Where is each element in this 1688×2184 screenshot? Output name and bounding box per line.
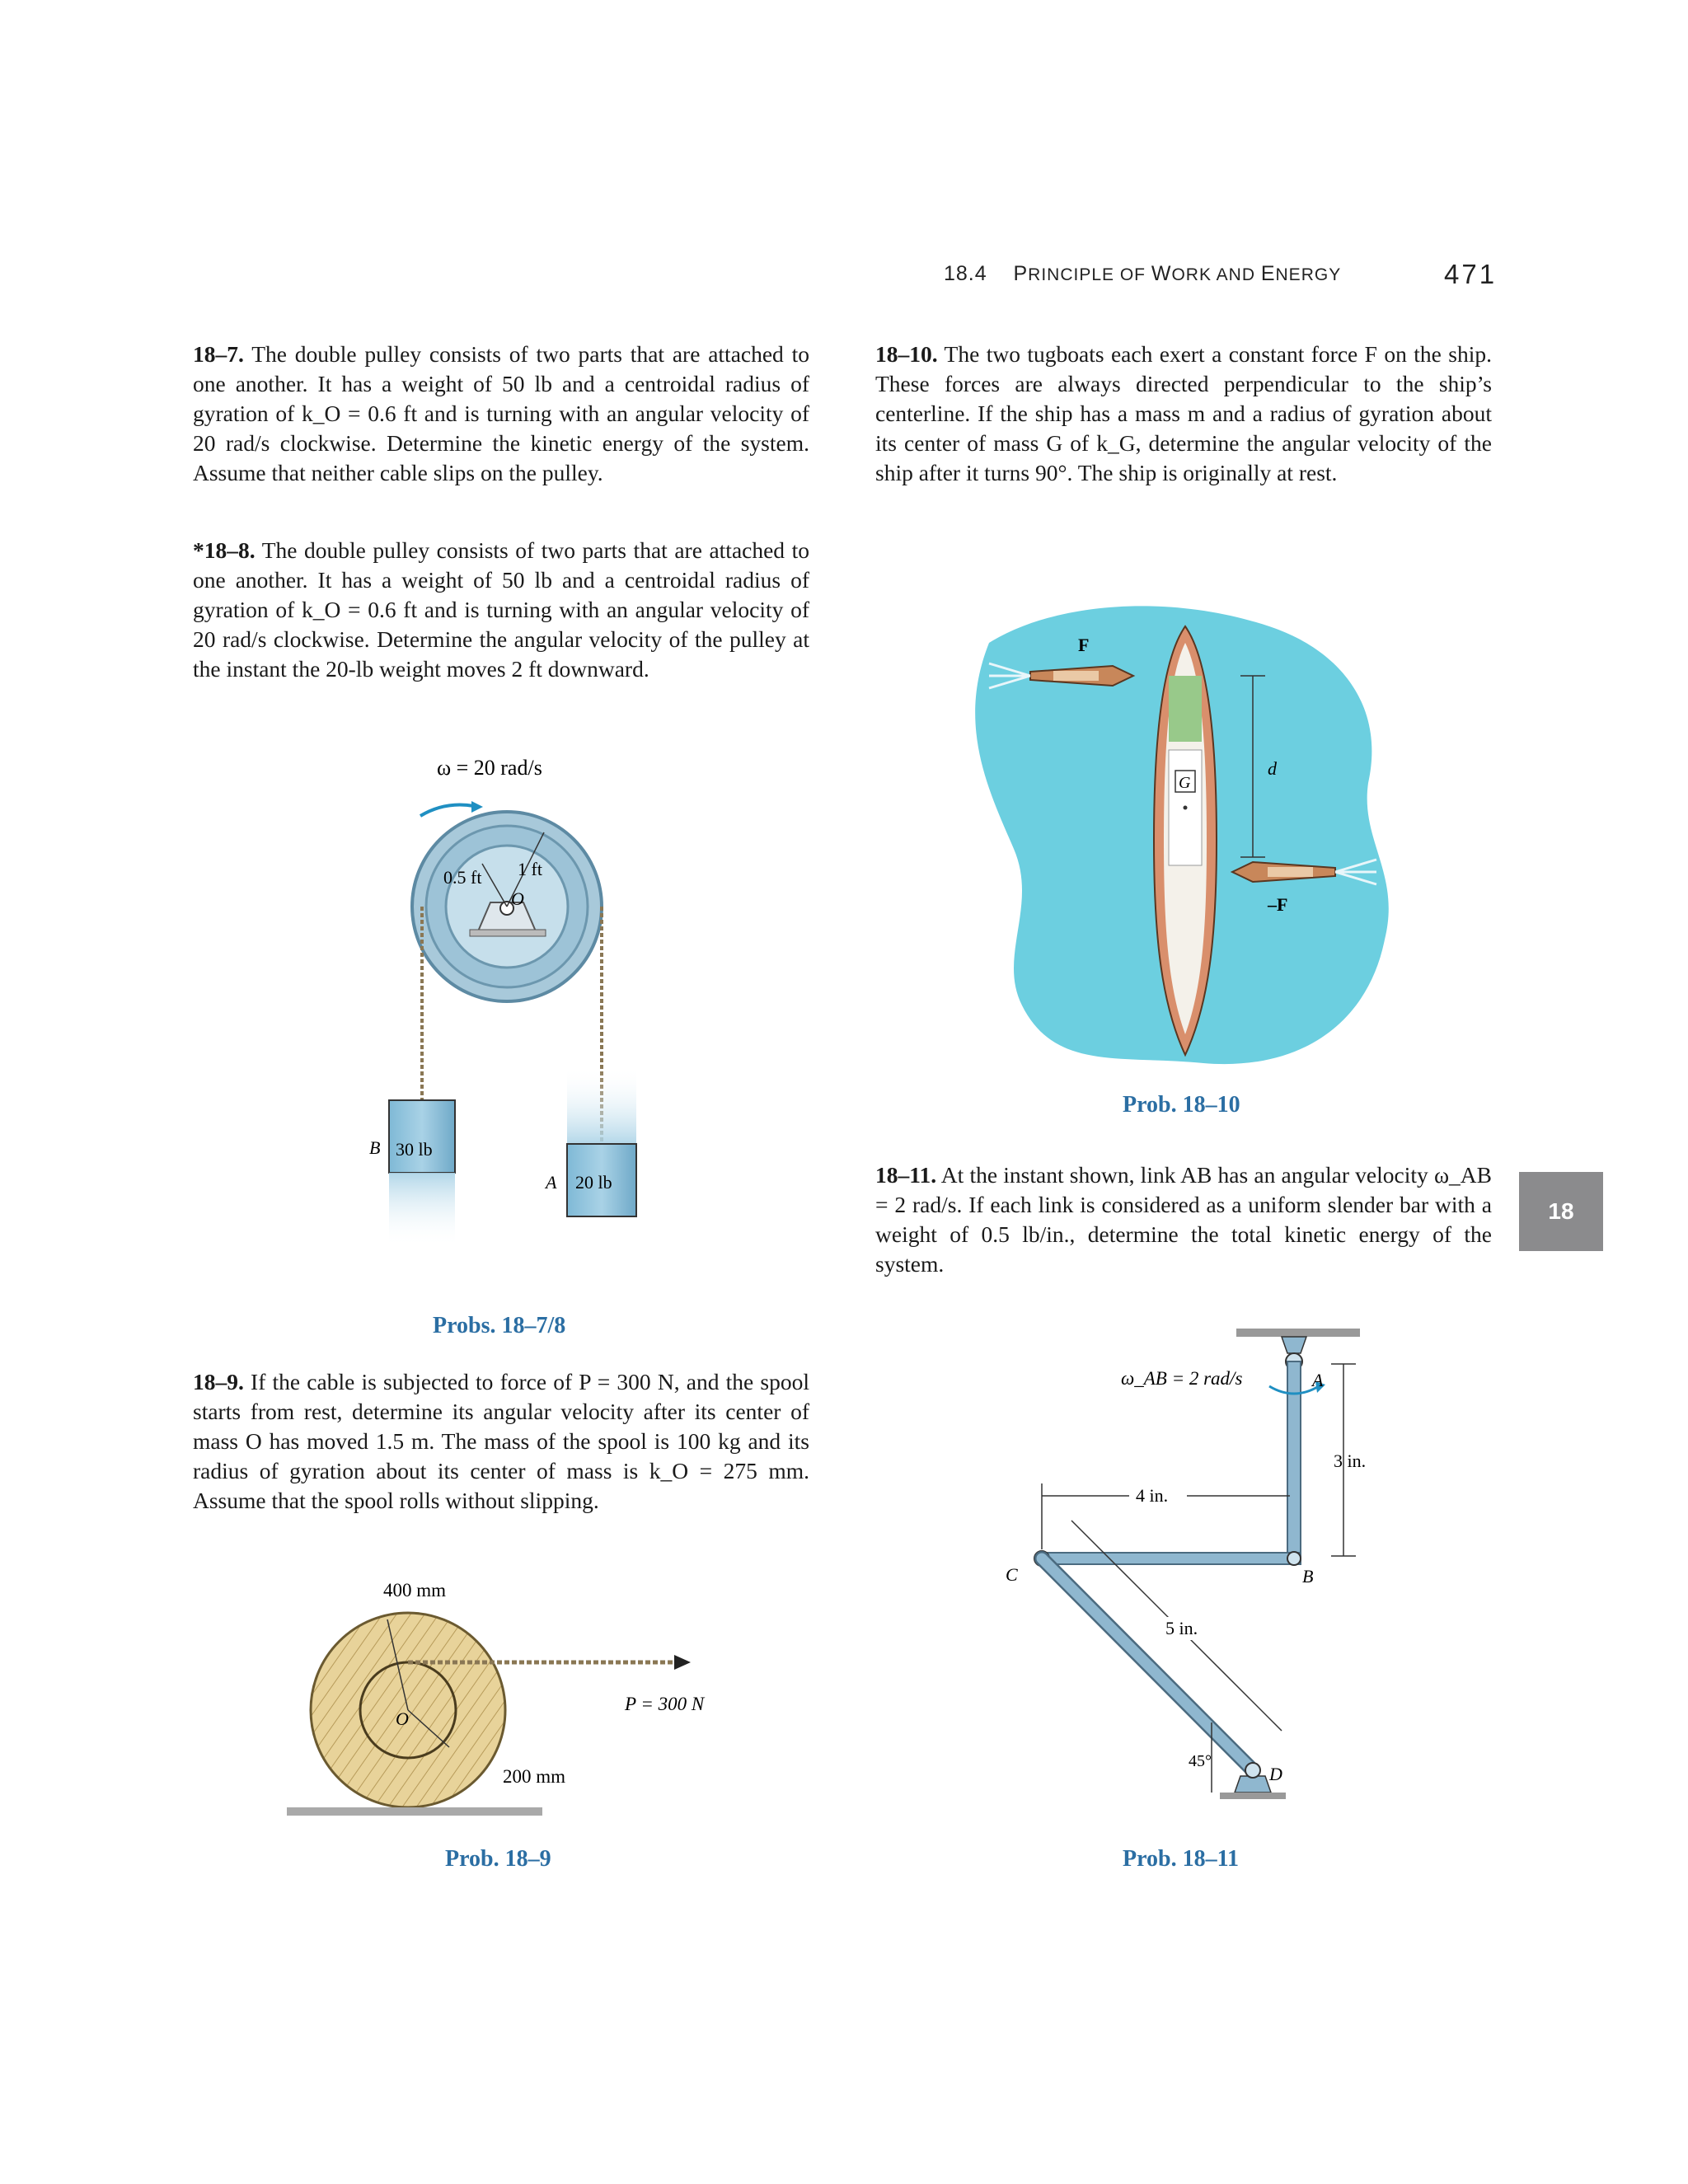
problem-number: *18–8. [193, 537, 256, 563]
weight-a-label: 20 lb [575, 1172, 612, 1193]
problem-18-10 [875, 340, 1492, 488]
problem-18-8 [193, 536, 809, 684]
problem-18-9 [193, 1367, 809, 1516]
problem-number: 18–7. [193, 341, 244, 367]
problem-number: 18–10. [875, 341, 938, 367]
spool-figure [272, 1570, 767, 1842]
caption-prob-18-11: Prob. 18–11 [1123, 1846, 1240, 1872]
double-pulley-figure [346, 742, 692, 1286]
force-neg-f-label: –F [1268, 894, 1288, 915]
point-a: A [1312, 1370, 1324, 1390]
problem-text: The two tugboats each exert a constant force F on the ship. These forces are always directed perpendicular to the ship’s centerline. If the ship has a mass m and a radius of gyration about its center of mass G of k_G, determine the angular velocity of the ship after it turns 90°. The ship is originally at rest. [875, 341, 1492, 485]
outer-dimension-label: 400 mm [383, 1580, 447, 1601]
force-label: P = 300 N [625, 1694, 705, 1714]
center-label: O [511, 888, 524, 909]
point-d: D [1269, 1764, 1282, 1784]
problem-text: The double pulley consists of two parts that are attached to one another. It has a weight of 50 lb and a centroidal radius of gyration of k_O = 0.6 ft and is turning with an angular velocity of 20 rad/s clockwise. Determine the kinetic energy of the system. Assume that neither cable slips on the pulley. [193, 341, 809, 485]
ship-figure [956, 593, 1418, 1088]
running-header: 18.4 PRINCIPLE OF WORK AND ENERGY [944, 262, 1342, 285]
dimension-ab-label: 3 in. [1334, 1451, 1367, 1471]
problem-number: 18–11. [875, 1162, 937, 1188]
dimension-bc-label: 4 in. [1136, 1485, 1169, 1506]
bottom-support [1220, 1793, 1286, 1799]
top-support [1236, 1329, 1360, 1337]
omega-ab-label: ω_AB = 2 rad/s [1121, 1368, 1243, 1389]
linkage-figure [989, 1319, 1401, 1830]
problem-18-7 [193, 340, 809, 488]
ground [287, 1807, 542, 1816]
point-c: C [1006, 1564, 1018, 1585]
caption-prob-18-9: Prob. 18–9 [445, 1846, 551, 1872]
angle-label: 45° [1189, 1752, 1212, 1770]
omega-label: ω = 20 rad/s [437, 756, 542, 780]
dimension-cd-label: 5 in. [1165, 1618, 1198, 1638]
problem-text: The double pulley consists of two parts that are attached to one another. It has a weight of 50 lb and a centroidal radius of gyration of k_O = 0.6 ft and is turning with an angular velocity of 20 rad/s clockwise. Determine the angular velocity of the pulley at the instant the 20-lb weight moves 2 ft downward. [193, 537, 809, 682]
inner-radius-label: 0.5 ft [443, 867, 482, 888]
inner-dimension-label: 200 mm [503, 1766, 566, 1787]
weight-b [389, 1100, 455, 1173]
link-bc [1039, 1553, 1301, 1564]
weight-a-letter: A [546, 1172, 557, 1193]
center-of-mass-label: G [1179, 774, 1191, 792]
caption-probs-18-7-8: Probs. 18–7/8 [433, 1313, 566, 1338]
weight-b-label: 30 lb [396, 1139, 433, 1160]
section-number: 18.4 [944, 262, 987, 285]
caption-prob-18-10: Prob. 18–10 [1123, 1092, 1240, 1118]
problem-18-11 [875, 1160, 1492, 1279]
chapter-tab: 18 [1519, 1172, 1603, 1251]
page-number: 471 [1444, 259, 1498, 289]
distance-label: d [1268, 758, 1277, 779]
force-f-label: F [1078, 635, 1090, 655]
point-b: B [1302, 1566, 1314, 1586]
link-ab [1287, 1361, 1301, 1559]
weight-b-letter: B [369, 1137, 381, 1158]
problem-number: 18–9. [193, 1369, 244, 1394]
problem-text: At the instant shown, link AB has an angular velocity ω_AB = 2 rad/s. If each link is considered as a uniform slender bar with a weight of 0.5 lb/in., determine the total kinetic energy of the system. [875, 1162, 1492, 1277]
spool-center-label: O [396, 1708, 409, 1729]
omega-arrow [420, 805, 474, 817]
outer-radius-label: 1 ft [518, 859, 542, 879]
problem-text: If the cable is subjected to force of P = 300 N, and the spool starts from rest, determine its angular velocity after its center of mass O has moved 1.5 m. The mass of the spool is 100 kg and its radius of gyration about its center of mass is k_O = 275 mm. Assume that the spool rolls without slipping. [193, 1369, 809, 1513]
